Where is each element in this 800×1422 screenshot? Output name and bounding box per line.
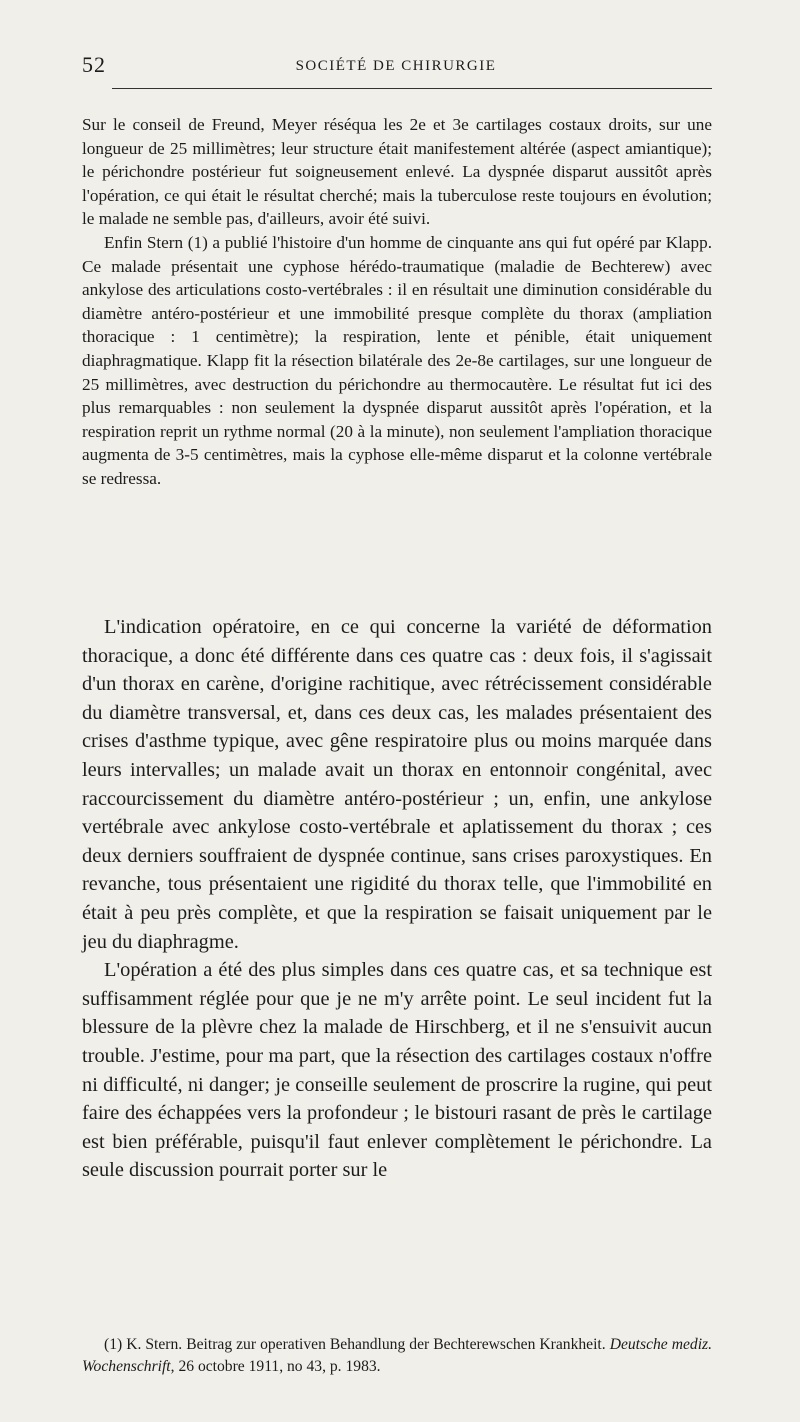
small-print-section	[82, 113, 712, 491]
footnote-citation: (1) K. Stern. Beitrag zur operativen Behandlung der Bechterewschen Krankheit.	[104, 1336, 610, 1353]
footnote-journal: Deutsche mediz. Wochenschrift	[82, 1336, 713, 1375]
footnote-text	[82, 1334, 712, 1378]
page-number: 52	[82, 52, 106, 77]
footnote	[82, 1334, 712, 1378]
main-text-section	[82, 613, 712, 1185]
paragraph-operation-technique: L'opération a été des plus simples dans ces quatre cas, et sa technique est suffisamment réglée pour que je ne m'y arrête point. Le seul incident fut la blessure de la plèvre chez la malade de Hirschberg, et il ne s'ensuivit aucun trouble. J'estime, pour ma part, que la résection des cartilages costaux n'offre ni difficulté, ni danger; je conseille seulement de proscrire la rugine, qui peut faire des échappées vers la profondeur ; le bistouri rasant de près le cartilage est bien préférable, puisqu'il faut enlever complètement le périchondre. La seule discussion pourrait porter sur le	[82, 959, 712, 1182]
paragraph-meyer-case: Sur le conseil de Freund, Meyer réséqua les 2e et 3e cartilages costaux droits, sur une longueur de 25 millimètres; leur structure était manifestement altérée (aspect amiantique); le périchondre postérieur fut soigneusement enlevé. La dyspnée disparut aussitôt après l'opération, ce qui était le résultat cherché; mais la tuberculose reste toujours en évolution; le malade ne semble pas, d'ailleurs, avoir été suivi.	[82, 115, 712, 229]
running-head: SOCIÉTÉ DE CHIRURGIE	[295, 58, 497, 74]
paragraph-stern-case: Enfin Stern (1) a publié l'histoire d'un homme de cinquante ans qui fut opéré par Klapp. Ce malade présentait une cyphose hérédo-traumatique (maladie de Bechterew) avec ankylose des articulations costo-vertébrales : il en résultait une diminution considérable du diamètre antéro-postérieur et une immobilité presque complète du thorax (ampliation thoracique : 1 centimètre); la respiration, lente et pénible, était uniquement diaphragmatique. Klapp fit la résection bilatérale des 2e-8e cartilages, sur une longueur de 25 millimètres, avec destruction du périchondre au thermocautère. Le résultat fut ici des plus remarquables : non seulement la dyspnée disparut aussitôt après l'opération, et la respiration reprit un rythme normal (20 à la minute), non seulement l'ampliation thoracique augmenta de 3-5 centimètres, mais la cyphose elle-même disparut et la colonne vertébrale se redressa.	[82, 232, 712, 488]
header-rule	[112, 88, 712, 89]
page-header	[82, 52, 710, 82]
paragraph-operative-indication: L'indication opératoire, en ce qui concerne la variété de déformation thoracique, a donc été différente dans ces quatre cas : deux fois, il s'agissait d'un thorax en carène, d'origine rachitique, avec rétrécissement considérable du diamètre transversal, et, dans ces deux cas, les malades présentaient des crises d'asthme typique, avec gêne respiratoire plus ou moins marquée dans leurs intervalles; un malade avait un thorax en entonnoir congénital, avec raccourcissement du diamètre antéro-postérieur ; un, enfin, une ankylose vertébrale avec ankylose costo-vertébrale et aplatissement du thorax ; ces deux derniers souffraient de dyspnée continue, sans crises paroxystiques. En revanche, tous présentaient une rigidité du thorax telle, que l'immobilité en était à peu près complète, et que la respiration se faisait uniquement par le jeu du diaphragme.	[82, 616, 712, 953]
footnote-details: , 26 octobre 1911, no 43, p. 1983.	[170, 1358, 381, 1375]
